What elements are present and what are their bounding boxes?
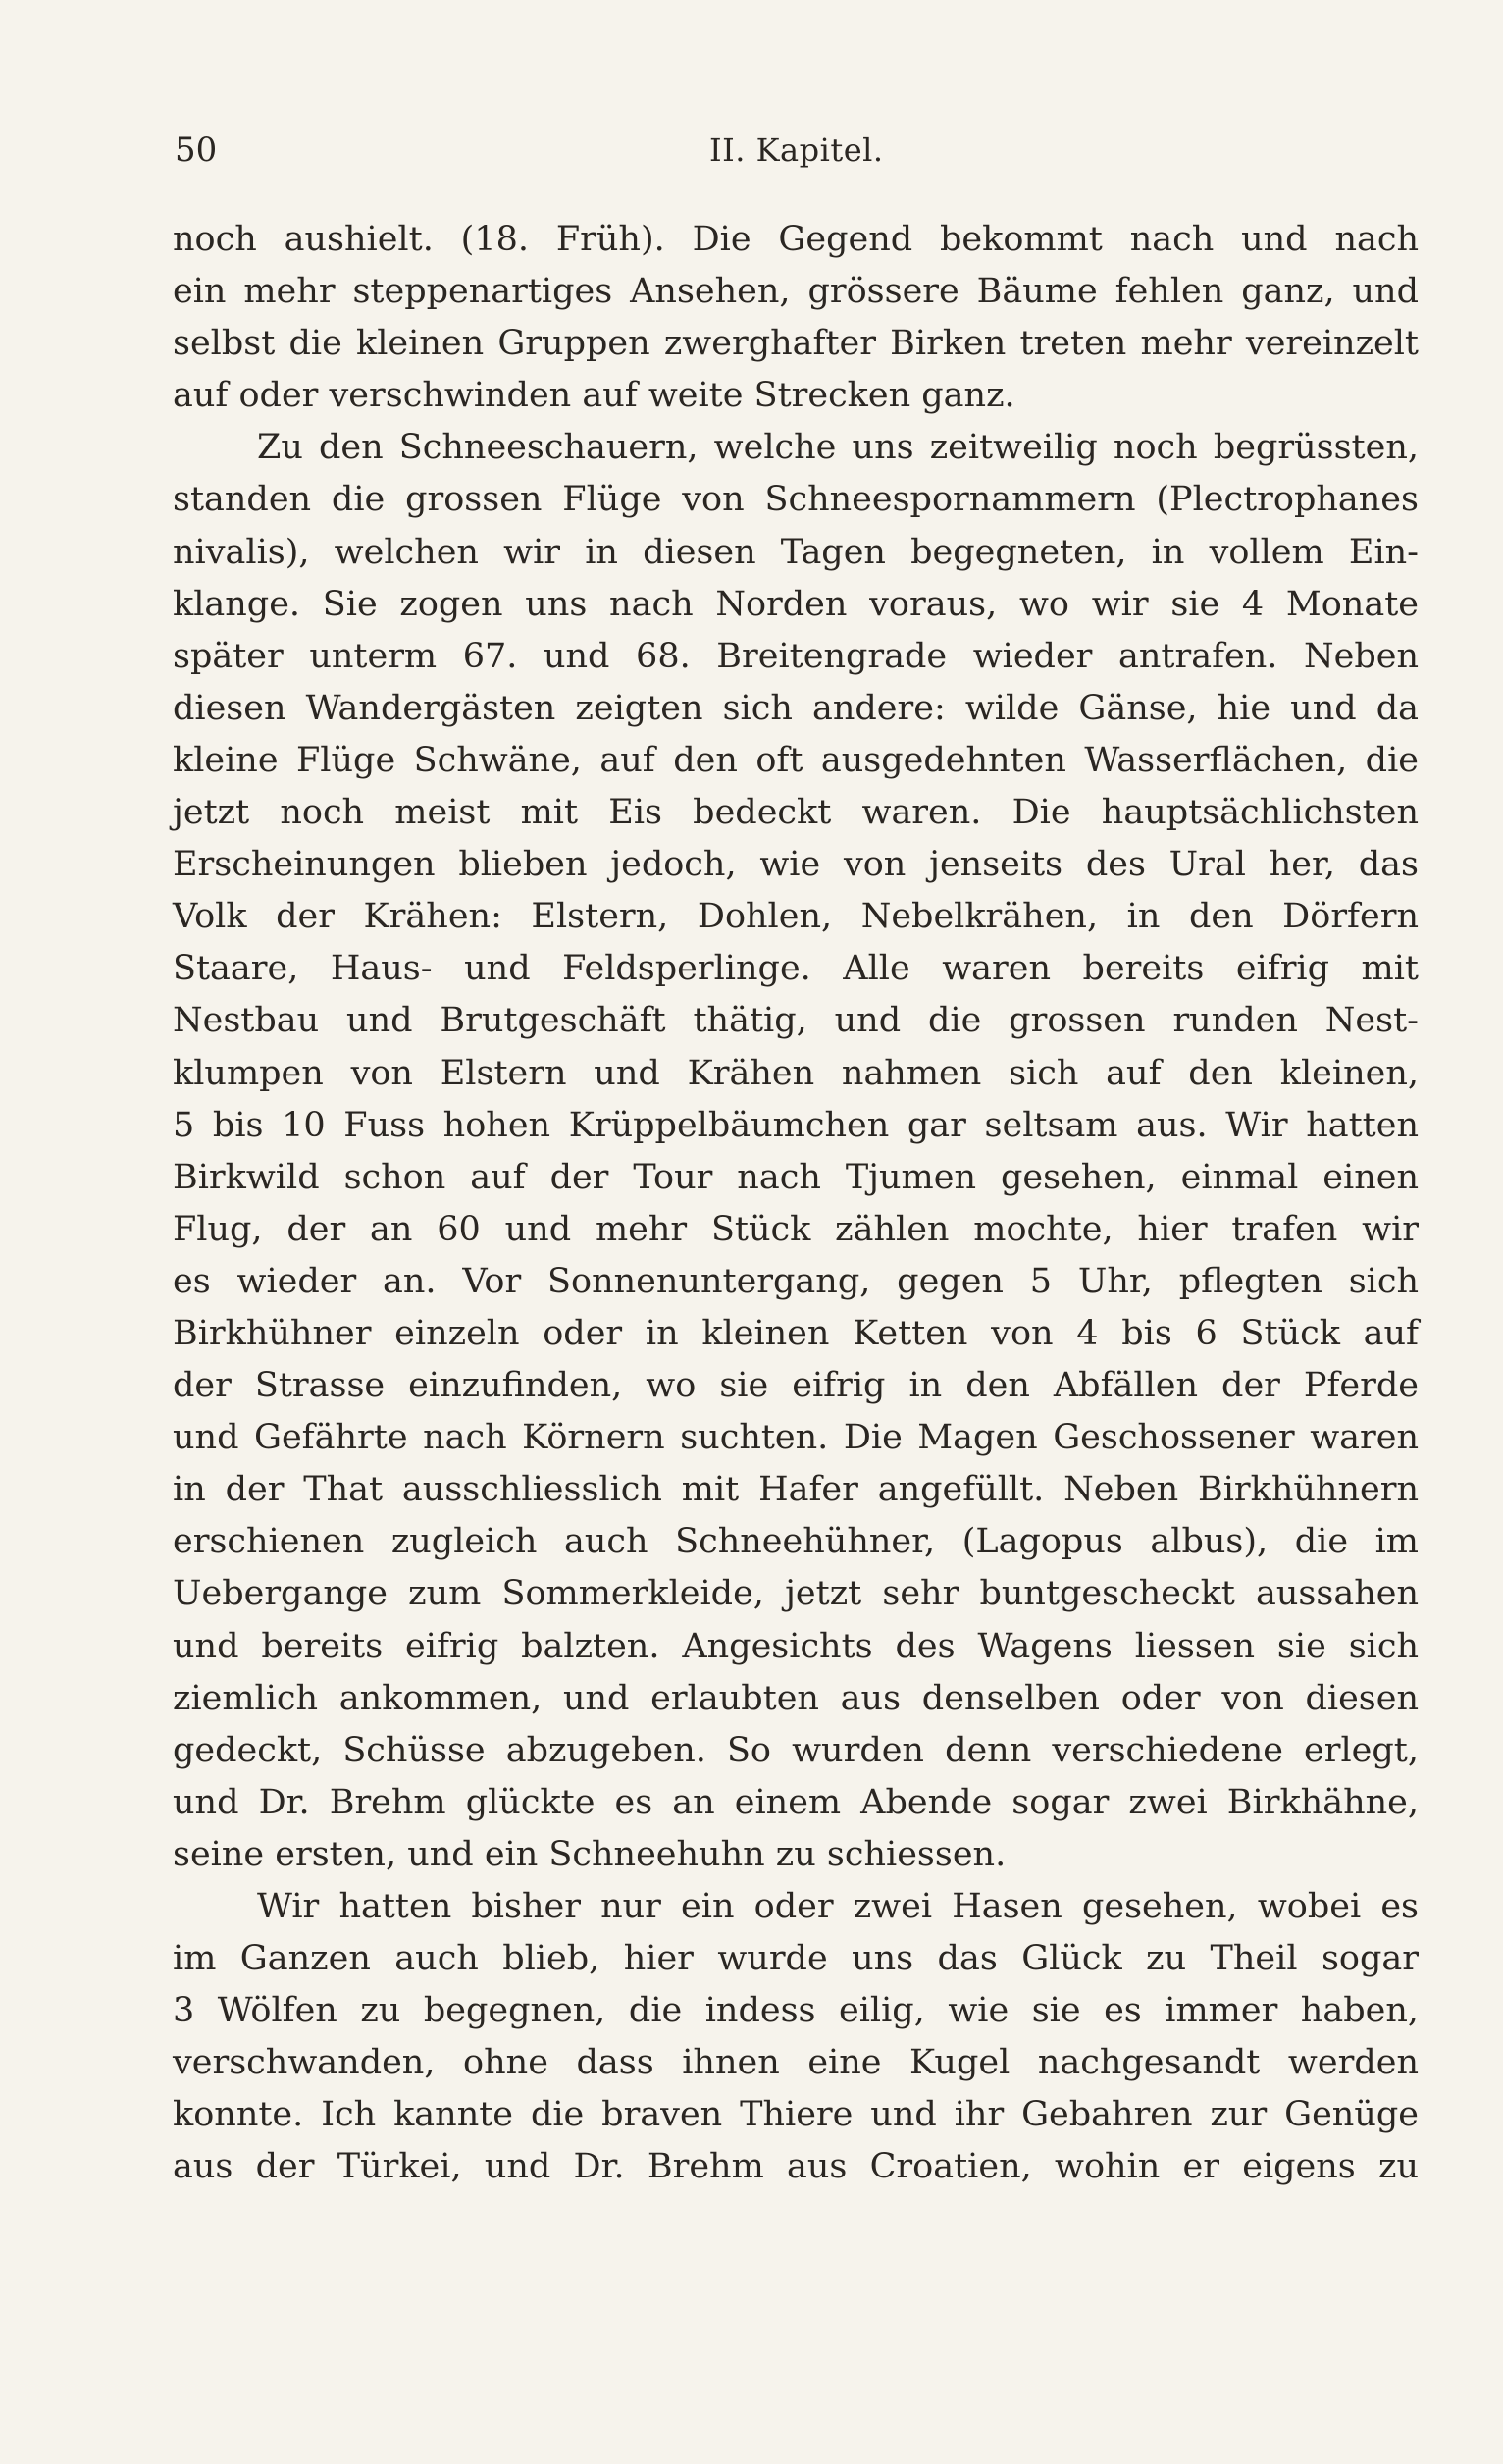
text-line: Erscheinungen blieben jedoch, wie von jenseits des Ural her, das bbox=[173, 845, 1419, 885]
text-line: Staare, Haus- und Feldsperlinge. Alle waren bereits eifrig mit bbox=[173, 949, 1419, 989]
text-line: erschienen zugleich auch Schneehühner, (Lagopus albus), die im bbox=[173, 1522, 1419, 1562]
text-line: klumpen von Elstern und Krähen nahmen sich auf den kleinen, bbox=[173, 1053, 1419, 1093]
text-line: Birkwild schon auf der Tour nach Tjumen gesehen, einmal einen bbox=[173, 1157, 1419, 1197]
text-line: aus der Türkei, und Dr. Brehm aus Croatien, wohin er eigens zu bbox=[173, 2147, 1419, 2187]
text-line: und Gefährte nach Körnern suchten. Die Magen Geschossener waren bbox=[173, 1418, 1419, 1458]
running-title: II. Kapitel. bbox=[709, 131, 884, 169]
body-text bbox=[173, 214, 1419, 2194]
text-line: selbst die kleinen Gruppen zwerghafter Birken treten mehr vereinzelt bbox=[173, 324, 1419, 364]
text-line: Wir hatten bisher nur ein oder zwei Hasen gesehen, wobei es bbox=[257, 1887, 1419, 1926]
page-header bbox=[175, 126, 1421, 175]
text-line: jetzt noch meist mit Eis bedeckt waren. Die hauptsächlichsten bbox=[173, 793, 1419, 833]
text-line: später unterm 67. und 68. Breitengrade wieder antrafen. Neben bbox=[173, 636, 1419, 676]
text-line: Uebergange zum Sommerkleide, jetzt sehr buntgescheckt aussahen bbox=[173, 1574, 1419, 1614]
text-line: Flug, der an 60 und mehr Stück zählen mochte, hier trafen wir bbox=[173, 1209, 1419, 1249]
text-line: 3 Wölfen zu begegnen, die indess eilig, wie sie es immer haben, bbox=[173, 1991, 1419, 2031]
text-line: ein mehr steppenartiges Ansehen, grössere Bäume fehlen ganz, und bbox=[173, 272, 1419, 312]
text-line: diesen Wandergästen zeigten sich andere: wilde Gänse, hie und da bbox=[173, 688, 1419, 728]
text-line: 5 bis 10 Fuss hohen Krüppelbäumchen gar seltsam aus. Wir hatten bbox=[173, 1105, 1419, 1145]
text-line: Volk der Krähen: Elstern, Dohlen, Nebelkrähen, in den Dörfern bbox=[173, 897, 1419, 937]
text-line: und Dr. Brehm glückte es an einem Abende sogar zwei Birkhähne, bbox=[173, 1782, 1419, 1822]
text-line: noch aushielt. (18. Früh). Die Gegend bekommt nach und nach bbox=[173, 220, 1419, 259]
text-line: standen die grossen Flüge von Schneespornammern (Plectrophanes bbox=[173, 480, 1419, 520]
page-number: 50 bbox=[175, 131, 218, 170]
text-line: es wieder an. Vor Sonnenuntergang, gegen 5 Uhr, pflegten sich bbox=[173, 1261, 1419, 1301]
text-line: Birkhühner einzeln oder in kleinen Ketten von 4 bis 6 Stück auf bbox=[173, 1313, 1419, 1353]
text-line: der Strasse einzufinden, wo sie eifrig in den Abfällen der Pferde bbox=[173, 1366, 1419, 1406]
text-line: Nestbau und Brutgeschäft thätig, und die grossen runden Nest- bbox=[173, 1001, 1419, 1041]
text-line: nivalis), welchen wir in diesen Tagen begegneten, in vollem Ein- bbox=[173, 532, 1419, 572]
text-line: in der That ausschliesslich mit Hafer angefüllt. Neben Birkhühnern bbox=[173, 1470, 1419, 1510]
text-line: konnte. Ich kannte die braven Thiere und ihr Gebahren zur Genüge bbox=[173, 2095, 1419, 2135]
text-line: im Ganzen auch blieb, hier wurde uns das Glück zu Theil sogar bbox=[173, 1939, 1419, 1979]
text-line: Zu den Schneeschauern, welche uns zeitweilig noch begrüssten, bbox=[257, 428, 1419, 468]
text-line: klange. Sie zogen uns nach Norden voraus, wo wir sie 4 Monate bbox=[173, 584, 1419, 624]
text-line: gedeckt, Schüsse abzugeben. So wurden denn verschiedene erlegt, bbox=[173, 1730, 1419, 1770]
text-line: seine ersten, und ein Schneehuhn zu schiessen. bbox=[173, 1834, 1007, 1874]
text-line: verschwanden, ohne dass ihnen eine Kugel nachgesandt werden bbox=[173, 2043, 1419, 2083]
text-line: und bereits eifrig balzten. Angesichts des Wagens liessen sie sich bbox=[173, 1626, 1419, 1666]
text-line: auf oder verschwinden auf weite Strecken ganz. bbox=[173, 376, 1015, 416]
text-line: ziemlich ankommen, und erlaubten aus denselben oder von diesen bbox=[173, 1678, 1419, 1718]
text-line: kleine Flüge Schwäne, auf den oft ausgedehnten Wasserflächen, die bbox=[173, 740, 1419, 780]
